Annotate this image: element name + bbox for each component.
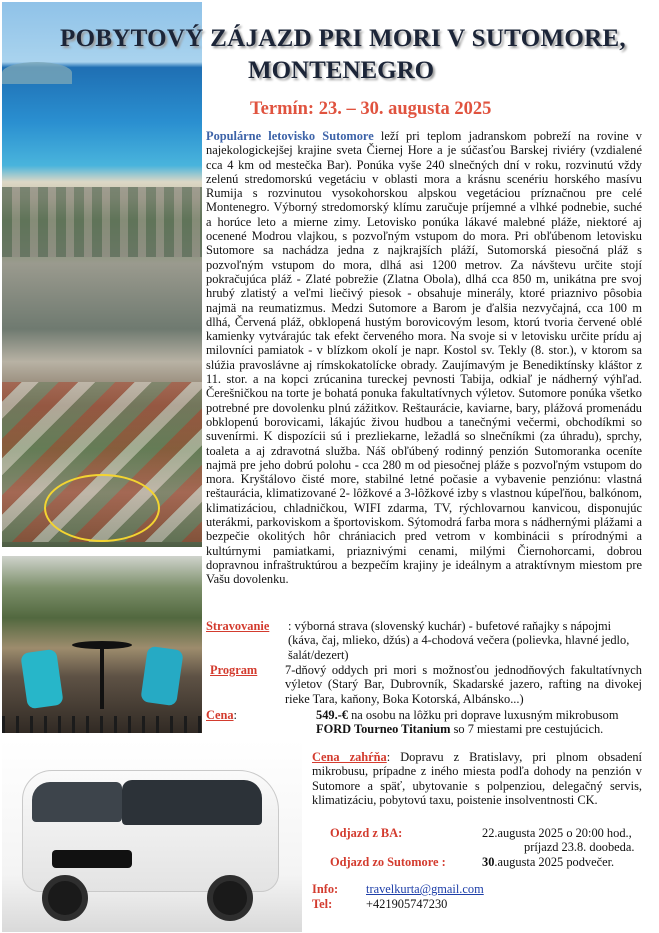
intro-highlight: Populárne letovisko Sutomore xyxy=(206,129,374,143)
price-label-wrap xyxy=(206,708,237,722)
vehicle-name: FORD Tourneo Titanium xyxy=(316,722,451,737)
balcony-railing xyxy=(2,716,202,733)
table-leg xyxy=(100,649,104,709)
price-desc: na osobu na lôžku pri doprave luxusným mikrobusom xyxy=(348,708,619,722)
tel-label: Tel: xyxy=(312,897,333,911)
pension-location-circle xyxy=(44,474,160,542)
beach-panorama-photo xyxy=(2,2,202,547)
page-title-line1: POBYTOVÝ ZÁJAZD PRI MORI V SUTOMORE, xyxy=(60,25,626,52)
van-side-windows xyxy=(122,780,262,825)
email-link[interactable]: travelkurta@gmail.com xyxy=(366,882,484,896)
return-day: 30 xyxy=(482,855,495,869)
price-includes-text: : Dopravu z Bratislavy, pri plnom obsadení mikrobusu, prípadne z iného miesta podľa dohody na penzión v Sutomore a späť, ubytovanie s polpenziou, delegačný servis, klimatizáciu, pobytovú taxu, poistenie insolventnosti CK. xyxy=(312,750,642,807)
info-label: Info: xyxy=(312,882,339,896)
meals-text: : výborná strava (slovenský kuchár) - bufetové raňajky s nápojmi (káva, čaj, mlieko, džús) a 4-chodová večera (polievka, hlavné jedlo, šalát/dezert) xyxy=(288,619,630,662)
van-wheel-rear xyxy=(207,875,253,921)
departure-time: 22.augusta 2025 o 20:00 hod., xyxy=(482,826,632,840)
page-title-line2: MONTENEGRO xyxy=(248,57,435,84)
departure-label: Odjazd z BA: xyxy=(330,826,403,840)
return-label: Odjazd zo Sutomore : xyxy=(330,855,446,869)
beach-promenade xyxy=(2,187,202,257)
price-colon: : xyxy=(233,708,237,722)
price-includes-label: Cena zahŕňa xyxy=(312,750,387,764)
minibus-photo xyxy=(2,740,302,932)
table-top xyxy=(72,641,132,649)
van-grill xyxy=(52,850,132,868)
intro-paragraph xyxy=(206,129,642,587)
meals-label: Stravovanie xyxy=(206,619,270,633)
vehicle-desc: so 7 miestami pre cestujúcich. xyxy=(450,722,604,737)
program-text: 7-dňový oddych pri mori s možnosťou jednodňových fakultatívnych výletov (Starý Bar, Dubrovník, Skadarské jazero, rafting na divokej rieke Tara, kaňony, Boka Kotorská, Albánsko...) xyxy=(285,663,642,706)
return-rest: .augusta 2025 podvečer. xyxy=(494,855,615,869)
program-label: Program xyxy=(210,663,258,677)
terrace-photo xyxy=(2,556,202,733)
price-includes xyxy=(312,750,642,807)
trip-term: Termín: 23. – 30. augusta 2025 xyxy=(250,99,492,119)
phone-number: +421905747230 xyxy=(366,897,448,911)
chair-left xyxy=(20,649,63,709)
price-label: Cena xyxy=(206,708,234,722)
arrival-time: príjazd 23.8. doobeda. xyxy=(524,840,635,854)
distant-hills xyxy=(2,62,72,84)
price-text xyxy=(316,708,642,737)
chair-right xyxy=(140,646,183,706)
return-time xyxy=(482,855,614,869)
price-value: 549.-€ xyxy=(316,708,349,722)
van-windshield xyxy=(32,782,122,822)
intro-body: leží pri teplom jadranskom pobreží na rovine v najekologickejšej krajine sveta Čiernej Hore a je súčasťou Barskej riviéry (vzdialené cca 4 km od mestečka Bar). Ponúka vyše 240 slnečných dní v roku, rozvinutú vždy zelenú stredomorskú vegetáciu v oblasti mora a krásnu scenériu horského masívu Rumija s rozvinutou vysokohorskou alpskou vegetáciou príznačnou pre celé Montenegro. Výborný stredomorský klímu zaručuje príjemné a vlhké podnebie, suché a horúce leto a mierne zimy. Letovisko ponúka lákavé malebné pláže, niektoré aj ocenené Modrou vlajkou, s pozvoľným vstupom do mora. Pri obľúbenom letovisku Sutomore sa nachádza jedna z najkrajších pláží, Sutomorská piesočná pláž s pozvoľným vstupom do mora, dlhá asi 1200 metrov. Za návštevu určite stojí pokračujúca pláž - Zlaté pobrežie (Zlatna Obola), dlhá cca 850 m, unikátna pre svoj hrubý zlatistý a veľmi liečivý piesok - obsahuje minerály, ktoré priaznivo pôsobia najmä na reumatizmus. Medzi Sutomore a Barom je ďalšia nezvyčajná, cca 100 m dlhá, Červená pláž, obklopená hustým borovicovým lesom, ktorú tvoria červené oblé kamienky vytvárajúc tak efekt červeného mora. Na svoje si v letovisku určite prídu aj milovníci pamiatok - v blízkom okolí je napr. Kostol sv. Tekly (8. stor.), v ktorom sa slúžia pravoslávne aj rímskokatolícke obrady. Zaujímavým je Benediktínsky kláštor z 11. stor. a na kopci zrúcanina tureckej pevnosti Tabija, odkiaľ je nádherný výhľad. Čerešničkou na torte je bohatá ponuka fakultatívnych výletov. Sutomore ponúka všetko potrebné pre dovolenku plnú zážitkov. Reštaurácie, kaviarne, bary, plážová promenádu obklopenú borovicami, lákajúc živou hudbou a tanečnými večermi, obchodíkmi so suvenírmi. K dispozícii sú i prezliekarne, ležadlá so slnečníkmi (za úhradu), sprchy, toaleta a aj zdravotná služba. Náš obľúbený rodinný penzión Sutomoranka oceníte najmä pre jeho dobrú polohu - cca 280 m od piesočnej pláže s pozvoľným vstupom do mora. Kryštálovo čisté more, stabilné letné počasie a vybavenie penziónu: vlastná reštaurácia, klimatizované 2- lôžkové a 3-lôžkové izby s vlastnou kúpeľňou, balkónom, klimatizáciou, chladničkou, WIFI zdarma, TV, rýchlovarnou kanvicou, disponujúc uterákmi, parkoviskom a športoviskom. Sýtomodrá farba mora s nádhernými plážami a bezpečie okolitých hôr chrániacich pred vetrom v kombinácii s prírodnými a kultúrnymi pamiatkami, priaznivými cenami, milými Čiernohorcami, dobrou dopravnou infraštruktúrou a bezpečím krajiny je ideálnym a atraktívnym miestom pre Vašu dovolenku. xyxy=(206,129,642,587)
van-wheel-front xyxy=(42,875,88,921)
